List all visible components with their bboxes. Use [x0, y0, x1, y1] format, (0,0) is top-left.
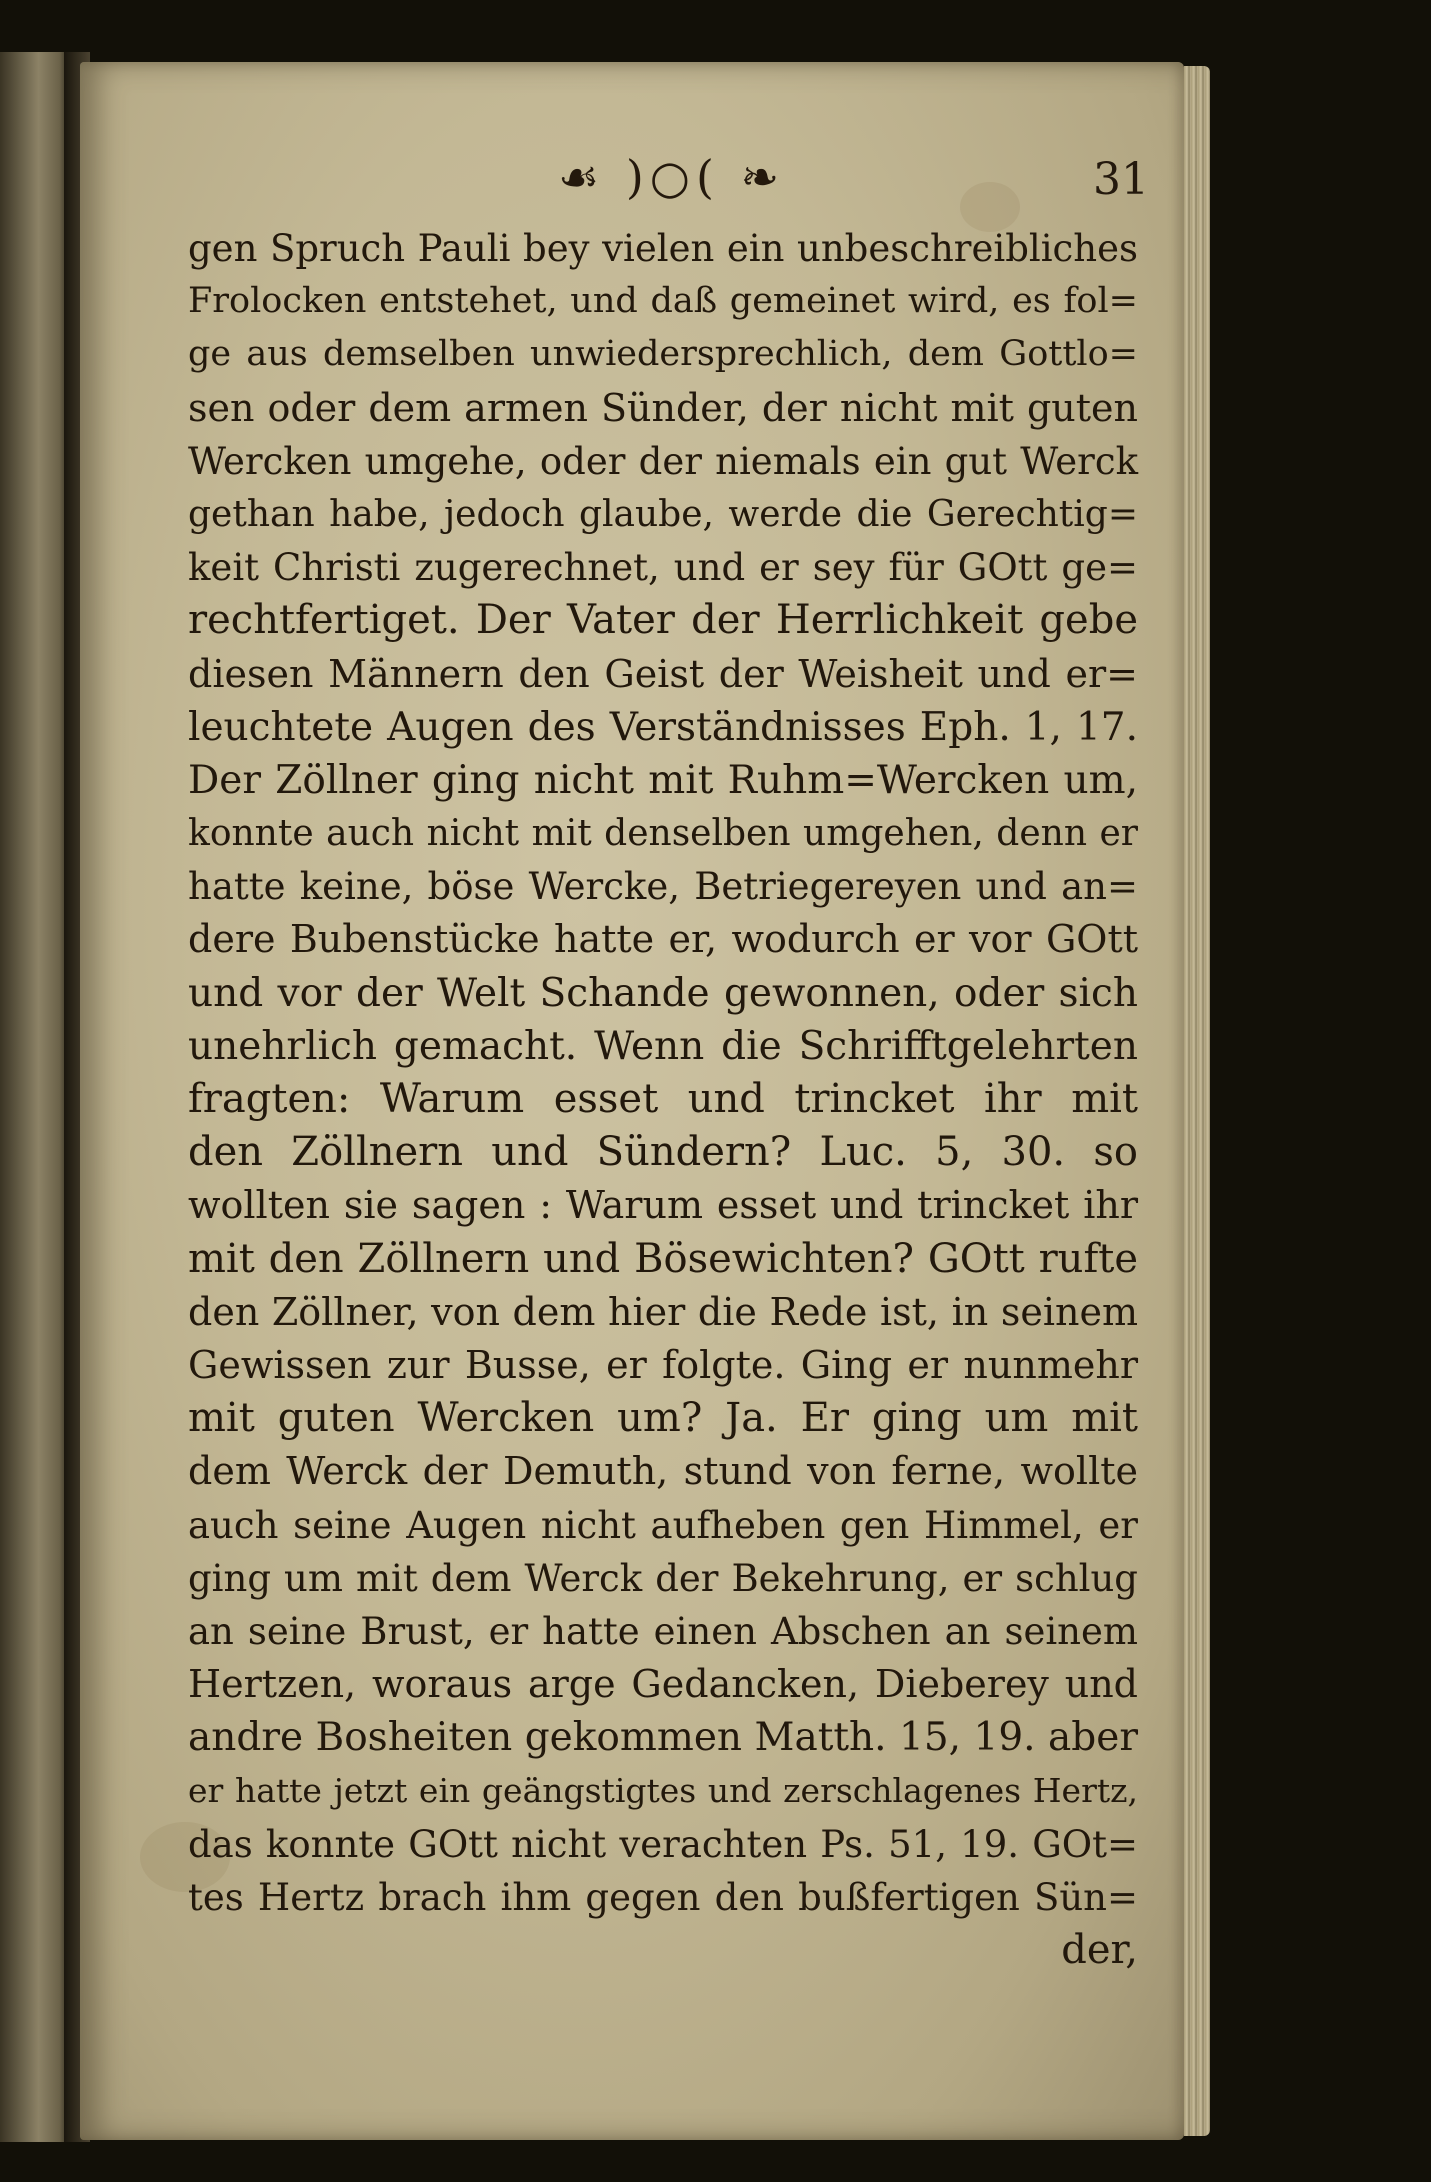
text-line: ging um mit dem Werck der Bekehrung, er schlug: [188, 1556, 1138, 1600]
text-line: und vor der Welt Schande gewonnen, oder sich: [188, 970, 1138, 1016]
text-line: Der Zöllner ging nicht mit Ruhm=Wercken um,: [188, 757, 1138, 803]
text-line: Hertzen, woraus arge Gedancken, Dieberey und: [188, 1662, 1138, 1707]
text-line: Frolocken entstehet, und daß gemeinet wird, es fol=: [188, 281, 1138, 322]
text-line: gen Spruch Pauli bey vielen ein unbeschreibliches: [188, 227, 1138, 270]
text-line: mit den Zöllnern und Bösewichten? GOtt rufte: [188, 1235, 1138, 1282]
text-line: andre Bosheiten gekommen Matth. 15, 19. aber: [188, 1715, 1138, 1761]
text-line: ge aus demselben unwiedersprechlich, dem Gottlo=: [188, 334, 1138, 375]
text-line: dere Bubenstücke hatte er, wodurch er vor GOtt: [188, 917, 1138, 962]
catchword: der,: [1061, 1927, 1138, 1973]
text-line: er hatte jetzt ein geängstigtes und zerschlagenes Hertz,: [188, 1771, 1138, 1811]
left-page-edge: [0, 52, 70, 2142]
text-line: sen oder dem armen Sünder, der nicht mit guten: [188, 385, 1138, 430]
text-line: Wercken umgehe, oder der niemals ein gut Werck: [188, 439, 1138, 483]
text-line: dem Werck der Demuth, stund von ferne, wollte: [188, 1449, 1138, 1494]
text-line: unehrlich gemacht. Wenn die Schrifftgelehrten: [188, 1023, 1138, 1069]
page-block-edges: [1184, 66, 1210, 2136]
text-line: das konnte GOtt nicht verachten Ps. 51, 19. GOt=: [188, 1822, 1138, 1866]
text-line: hatte keine, böse Wercke, Betriegereyen und an=: [188, 865, 1138, 909]
page-number: 31: [1093, 154, 1149, 205]
text-line: diesen Männern den Geist der Weisheit und er=: [188, 651, 1138, 696]
text-line: den Zöllnern und Sündern? Luc. 5, 30. so: [188, 1129, 1138, 1176]
body-text: [188, 222, 1138, 1977]
text-line: mit guten Wercken um? Ja. Er ging um mit: [188, 1395, 1138, 1442]
text-line: rechtfertiget. Der Vater der Herrlichkeit gebe: [188, 597, 1138, 644]
text-line: konnte auch nicht mit denselben umgehen, denn er: [188, 813, 1138, 855]
text-line: keit Christi zugerechnet, und er sey für GOtt ge=: [188, 546, 1138, 590]
text-line: Gewissen zur Busse, er folgte. Ging er nunmehr: [188, 1342, 1138, 1387]
header-ornament: ☙ )○( ❧: [558, 150, 786, 204]
text-line: tes Hertz brach ihm gegen den bußfertigen Sün=: [188, 1875, 1138, 1919]
text-line: gethan habe, jedoch glaube, werde die Gerechtig=: [188, 493, 1138, 535]
text-line: fragten: Warum esset und trincket ihr mit: [188, 1076, 1138, 1122]
text-line: den Zöllner, von dem hier die Rede ist, in seinem: [188, 1289, 1138, 1334]
running-header: [80, 150, 1184, 220]
text-line: leuchtete Augen des Verständnisses Eph. 1, 17.: [188, 704, 1138, 750]
text-line: wollten sie sagen : Warum esset und trincket ihr: [188, 1183, 1138, 1228]
text-line: auch seine Augen nicht aufheben gen Himmel, er: [188, 1503, 1138, 1547]
text-line: an seine Brust, er hatte einen Abschen an seinem: [188, 1609, 1138, 1653]
